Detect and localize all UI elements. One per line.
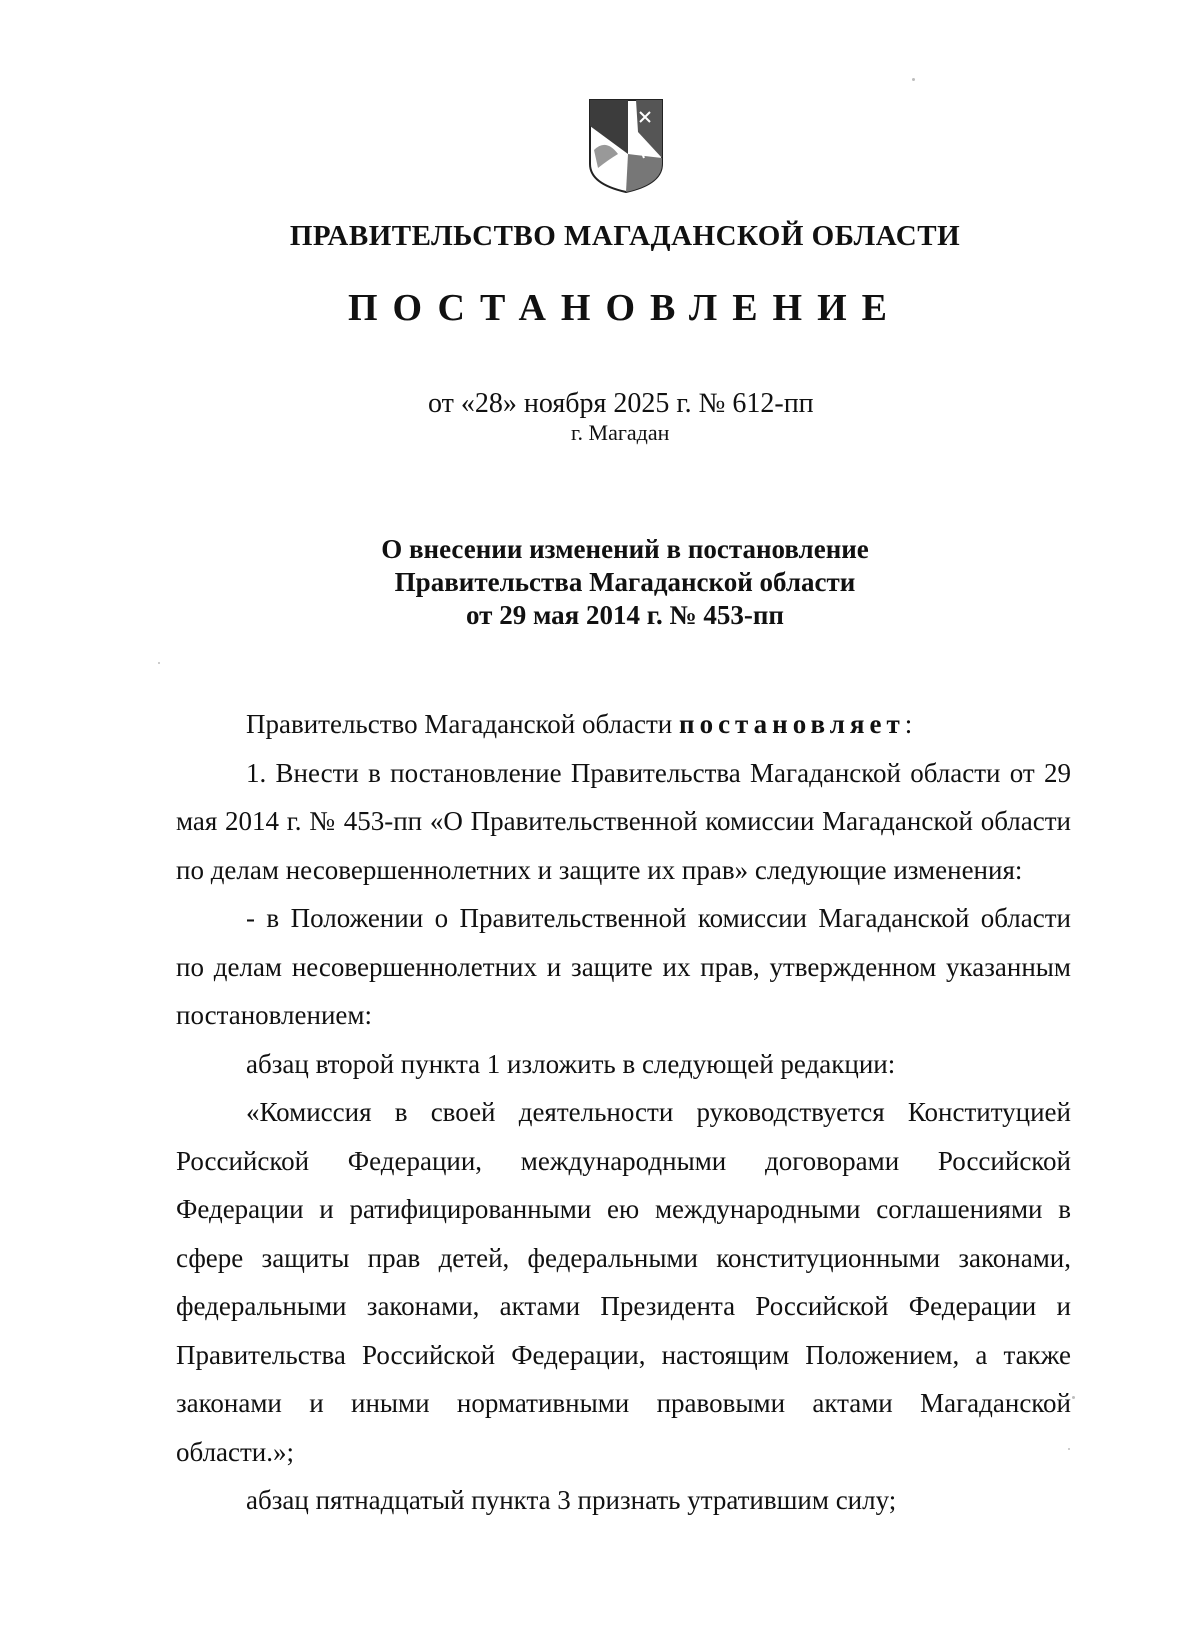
scan-speck <box>1068 1448 1070 1450</box>
preamble-verb: постановляет <box>679 709 905 739</box>
body-paragraph: абзац второй пункта 1 изложить в следующей редакции: <box>246 1048 896 1079</box>
subject-line: О внесении изменений в постановление <box>381 534 869 564</box>
subject-line: от 29 мая 2014 г. № 453-пп <box>466 600 784 630</box>
document-type: ПОСТАНОВЛЕНИЕ <box>347 287 903 329</box>
body-paragraph: «Комиссия в своей деятельности руководствуется Конституцией Российской Федерации, международными договорами Российской Федерации и ратифицированными ею международными соглашениями в сфере защиты прав детей, федеральными конституционными законами, федеральными законами, актами Президента Российской Федерации и Правительства Российской Федерации, настоящим Положением, а также законами и иными нормативными правовыми актами Магаданской области.»; <box>176 1097 1071 1467</box>
preamble-tail: : <box>904 709 913 739</box>
document-subject <box>0 533 1200 632</box>
scan-speck <box>912 78 915 81</box>
subject-line: Правительства Магаданской области <box>394 567 856 597</box>
scan-speck <box>1072 1396 1075 1399</box>
document-body <box>176 700 1071 1525</box>
organization-title: ПРАВИТЕЛЬСТВО МАГАДАНСКОЙ ОБЛАСТИ <box>289 220 961 252</box>
document-city: г. Магадан <box>571 420 670 445</box>
preamble-lead: Правительство Магаданской области <box>246 709 680 739</box>
body-paragraph: - в Положении о Правительственной комиссии Магаданской области по делам несовершеннолетних и защите их прав, утвержденном указанным постановлением: <box>176 903 1071 1030</box>
body-paragraph: 1. Внести в постановление Правительства Магаданской области от 29 мая 2014 г. № 453-пп «О Правительственной комиссии Магаданской области по делам несовершеннолетних и защите их прав» следующие изменения: <box>176 757 1071 885</box>
scan-speck <box>158 662 160 664</box>
body-paragraph: абзац пятнадцатый пункта 3 признать утратившим силу; <box>246 1485 897 1515</box>
document-date-number: от «28» ноября 2025 г. № 612-пп <box>428 388 814 419</box>
magadan-coat-of-arms-icon <box>588 98 664 194</box>
preamble-paragraph <box>176 700 1071 749</box>
